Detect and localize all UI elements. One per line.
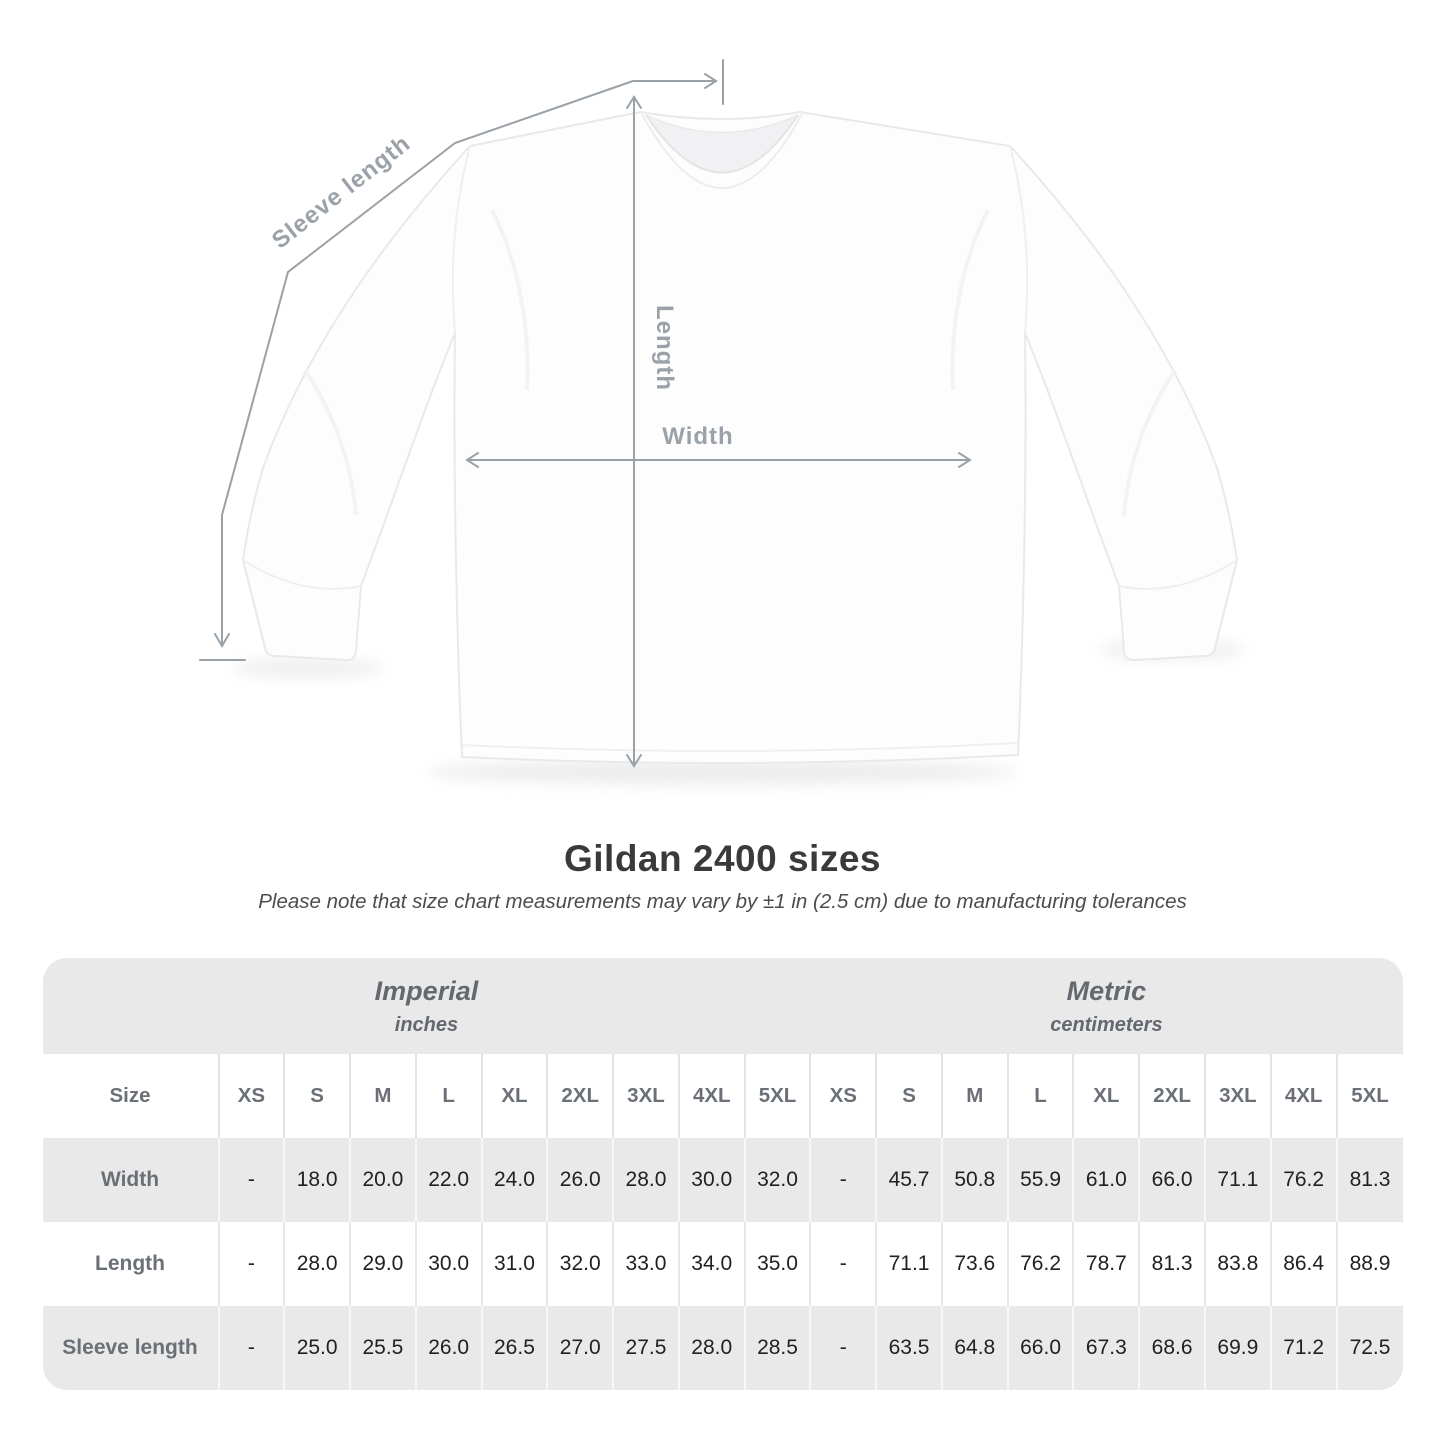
metric-band <box>810 958 1402 1054</box>
size-header-cell: 4XL <box>1271 1054 1337 1138</box>
value-cell: 66.0 <box>1139 1138 1205 1222</box>
value-cell: 29.0 <box>350 1222 416 1306</box>
value-cell: 88.9 <box>1337 1222 1403 1306</box>
value-cell: 25.5 <box>350 1306 416 1390</box>
size-header-cell: XS <box>810 1054 876 1138</box>
value-cell: 30.0 <box>679 1138 745 1222</box>
size-corner-label: Size <box>43 1054 219 1138</box>
value-cell: 34.0 <box>679 1222 745 1306</box>
size-header-cell: XL <box>482 1054 548 1138</box>
value-cell: 24.0 <box>482 1138 548 1222</box>
value-cell: 71.1 <box>1205 1138 1271 1222</box>
unit-band-row <box>43 958 1403 1054</box>
value-cell: 30.0 <box>416 1222 482 1306</box>
value-cell: 32.0 <box>547 1222 613 1306</box>
value-cell: 69.9 <box>1205 1306 1271 1390</box>
value-cell: 71.2 <box>1271 1306 1337 1390</box>
size-header-cell: 3XL <box>1205 1054 1271 1138</box>
value-cell: 83.8 <box>1205 1222 1271 1306</box>
value-cell: 61.0 <box>1073 1138 1139 1222</box>
value-cell: 22.0 <box>416 1138 482 1222</box>
value-cell: 64.8 <box>942 1306 1008 1390</box>
value-cell: 20.0 <box>350 1138 416 1222</box>
value-cell: 45.7 <box>876 1138 942 1222</box>
size-header-cell: 2XL <box>1139 1054 1205 1138</box>
value-cell: 28.0 <box>284 1222 350 1306</box>
measurement-row <box>43 1138 1403 1222</box>
value-cell: 72.5 <box>1337 1306 1403 1390</box>
imperial-title: Imperial <box>374 975 479 1006</box>
value-cell: 76.2 <box>1008 1222 1074 1306</box>
value-cell: 68.6 <box>1139 1306 1205 1390</box>
tolerance-note: Please note that size chart measurements may vary by ±1 in (2.5 cm) due to manufacturing tolerances <box>258 890 1187 913</box>
value-cell: 67.3 <box>1073 1306 1139 1390</box>
value-cell: 71.1 <box>876 1222 942 1306</box>
value-cell: 28.5 <box>745 1306 811 1390</box>
value-cell: 26.0 <box>416 1306 482 1390</box>
row-label: Sleeve length <box>43 1306 219 1390</box>
value-cell: 18.0 <box>284 1138 350 1222</box>
row-label: Length <box>43 1222 219 1306</box>
value-cell: 27.5 <box>613 1306 679 1390</box>
value-cell: 63.5 <box>876 1306 942 1390</box>
long-sleeve-shirt <box>243 112 1237 763</box>
size-table-container <box>43 958 1403 1390</box>
value-cell: - <box>219 1138 285 1222</box>
value-cell: 32.0 <box>745 1138 811 1222</box>
value-cell: 26.5 <box>482 1306 548 1390</box>
page-title: Gildan 2400 sizes <box>563 838 881 879</box>
row-label: Width <box>43 1138 219 1222</box>
value-cell: 28.0 <box>679 1306 745 1390</box>
value-cell: 50.8 <box>942 1138 1008 1222</box>
size-header-cell: 4XL <box>679 1054 745 1138</box>
size-header-cell: M <box>350 1054 416 1138</box>
size-header-cell: S <box>876 1054 942 1138</box>
value-cell: 28.0 <box>613 1138 679 1222</box>
size-header-row <box>43 1054 1403 1138</box>
value-cell: - <box>810 1222 876 1306</box>
value-cell: 81.3 <box>1139 1222 1205 1306</box>
length-label: Length <box>651 305 678 391</box>
value-cell: - <box>219 1306 285 1390</box>
size-header-cell: XS <box>219 1054 285 1138</box>
value-cell: 33.0 <box>613 1222 679 1306</box>
imperial-band <box>43 958 811 1054</box>
value-cell: 35.0 <box>745 1222 811 1306</box>
value-cell: 81.3 <box>1337 1138 1403 1222</box>
value-cell: 66.0 <box>1008 1306 1074 1390</box>
measurement-row <box>43 1306 1403 1390</box>
value-cell: - <box>810 1138 876 1222</box>
size-header-cell: 5XL <box>745 1054 811 1138</box>
value-cell: 25.0 <box>284 1306 350 1390</box>
value-cell: 31.0 <box>482 1222 548 1306</box>
size-table <box>43 958 1403 1390</box>
size-header-cell: 2XL <box>547 1054 613 1138</box>
size-header-cell: S <box>284 1054 350 1138</box>
metric-unit: centimeters <box>1050 1013 1163 1036</box>
value-cell: 55.9 <box>1008 1138 1074 1222</box>
size-header-cell: 3XL <box>613 1054 679 1138</box>
value-cell: 78.7 <box>1073 1222 1139 1306</box>
value-cell: 86.4 <box>1271 1222 1337 1306</box>
value-cell: 26.0 <box>547 1138 613 1222</box>
heading-block <box>0 838 1445 914</box>
size-header-cell: 5XL <box>1337 1054 1403 1138</box>
size-header-cell: L <box>1008 1054 1074 1138</box>
value-cell: - <box>219 1222 285 1306</box>
size-header-cell: L <box>416 1054 482 1138</box>
value-cell: 76.2 <box>1271 1138 1337 1222</box>
value-cell: 27.0 <box>547 1306 613 1390</box>
size-header-cell: XL <box>1073 1054 1139 1138</box>
measurement-row <box>43 1222 1403 1306</box>
sleeve-length-label: Sleeve length <box>266 129 416 255</box>
width-label: Width <box>662 423 734 450</box>
imperial-unit: inches <box>394 1013 459 1036</box>
metric-title: Metric <box>1066 975 1147 1006</box>
size-header-cell: M <box>942 1054 1008 1138</box>
value-cell: 73.6 <box>942 1222 1008 1306</box>
value-cell: - <box>810 1306 876 1390</box>
